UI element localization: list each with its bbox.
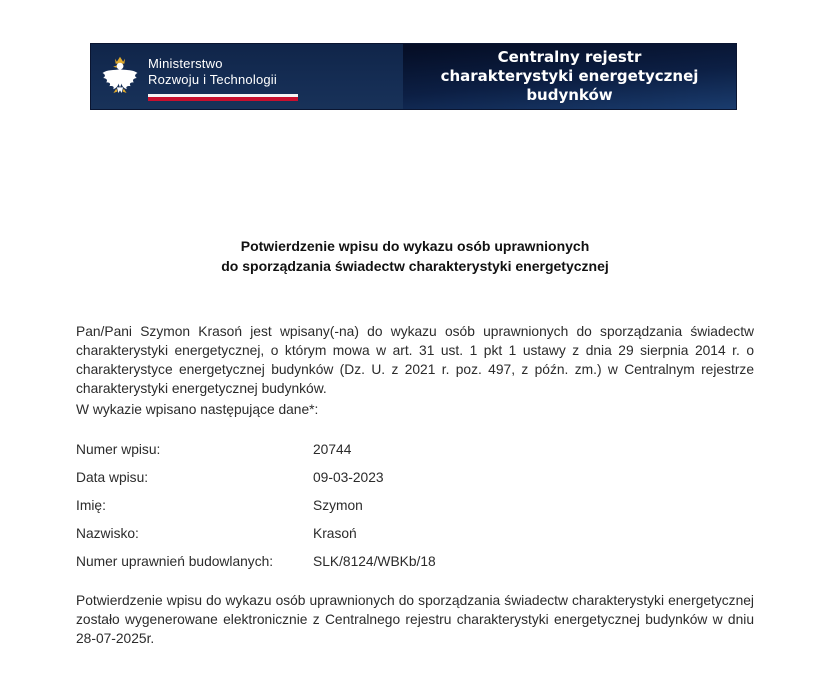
document-title-line2: do sporządzania świadectw charakterystyki energetycznej (221, 258, 609, 274)
list-intro-text: W wykazie wpisano następujące dane*: (76, 402, 319, 417)
field-value: Szymon (313, 498, 363, 513)
field-row-first-name (76, 496, 754, 515)
field-label: Imię: (76, 498, 106, 513)
field-label: Numer wpisu: (76, 442, 161, 457)
field-value: 20744 (313, 442, 352, 457)
footer-paragraph: Potwierdzenie wpisu do wykazu osób uprawnionych do sporządzania świadectw charakterystyki energetycznej zostało wygenerowane elektronicznie z Centralnego rejestru charakterystyki energetycznej budynków w dniu 28-07-2025r. (76, 593, 754, 646)
field-label: Numer uprawnień budowlanych: (76, 554, 274, 569)
document-title-line1: Potwierdzenie wpisu do wykazu osób uprawnionych (240, 238, 590, 254)
poland-flag-stripe (148, 94, 298, 101)
field-value: SLK/8124/WBKb/18 (313, 554, 436, 569)
field-value: Krasoń (313, 526, 357, 541)
flag-red-bar (148, 97, 298, 101)
document-title (76, 236, 754, 276)
ministry-name (148, 49, 298, 101)
registry-title (403, 44, 736, 109)
ministry-name-line1: Ministerstwo (148, 56, 223, 71)
registry-title-line1: Centralny rejestr (497, 48, 642, 66)
field-label: Nazwisko: (76, 526, 139, 541)
registry-title-line3: budynków (526, 86, 613, 104)
field-label: Data wpisu: (76, 470, 149, 485)
polish-eagle-icon (100, 49, 140, 107)
registry-title-line2: charakterystyki energetycznej (440, 67, 699, 85)
ministry-name-line2: Rozwoju i Technologii (148, 72, 277, 87)
intro-paragraph: Pan/Pani Szymon Krasoń jest wpisany(-na) do wykazu osób uprawnionych do sporządzania świadectw charakterystyki energetycznej, o którym mowa w art. 31 ust. 1 pkt 1 ustawy z dnia 29 sierpnia 2014 r. o charakterystyce energetycznej budynków (Dz. U. z 2021 r. poz. 497, z późn. zm.) w Centralnym rejestrze charakterystyki energetycznej budynków. (76, 324, 754, 396)
header-banner (90, 43, 737, 110)
field-row-entry-date (76, 468, 754, 487)
field-row-entry-number (76, 440, 754, 459)
registered-data-fields (76, 440, 754, 580)
field-row-last-name (76, 524, 754, 543)
ministry-logo-block (91, 44, 403, 109)
field-value: 09-03-2023 (313, 470, 384, 485)
field-row-building-license-number (76, 552, 754, 571)
